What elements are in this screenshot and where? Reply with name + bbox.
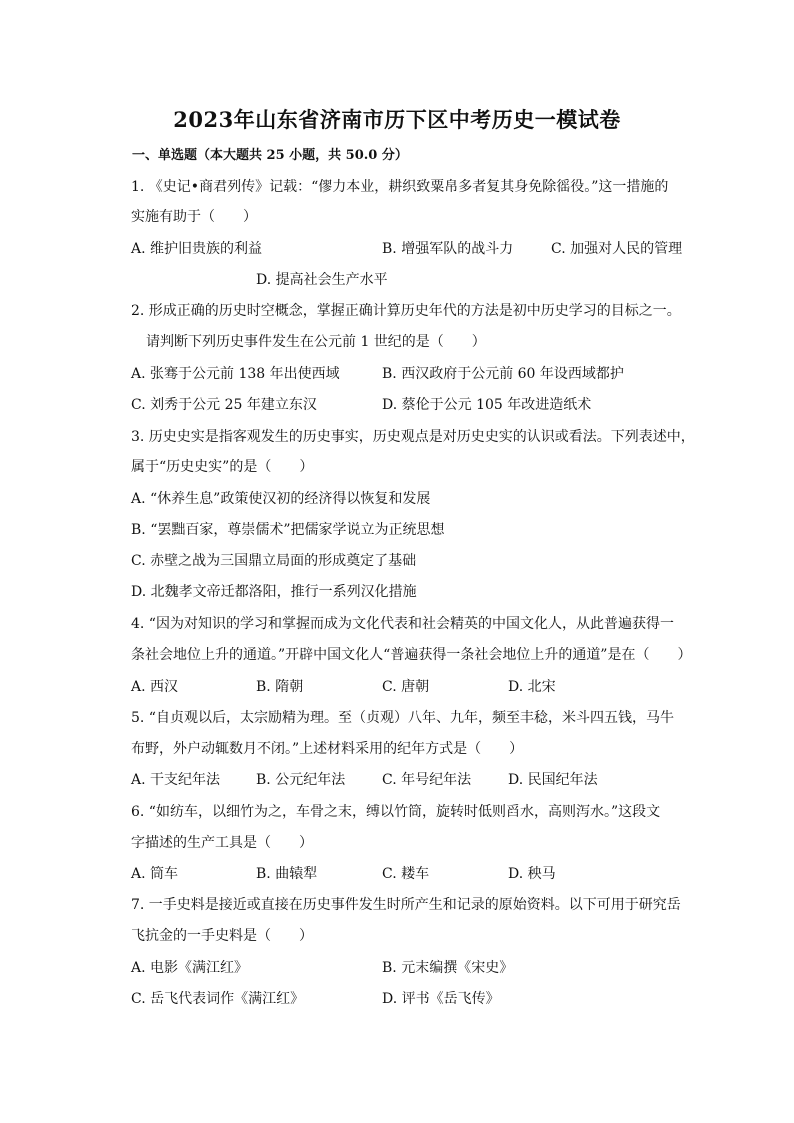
question-3-line-2: 属于“历史史实”的是（ ） (131, 459, 314, 475)
question-5-option-b: B. 公元纪年法 (256, 772, 346, 788)
question-2-line-1: 2. 形成正确的历史时空概念，掌握正确计算历史年代的方法是初中历史学习的目标之一。 (131, 303, 681, 319)
question-7-option-d: D. 评书《岳飞传》 (382, 991, 500, 1007)
question-7-option-a: A. 电影《满江红》 (131, 960, 249, 976)
question-4-option-b: B. 隋朝 (256, 679, 304, 695)
question-5-option-a: A. 干支纪年法 (131, 772, 221, 788)
question-6-option-b: B. 曲辕犁 (256, 866, 318, 882)
question-6-option-a: A. 筒车 (131, 866, 179, 882)
question-7-option-b: B. 元末编撰《宋史》 (382, 960, 514, 976)
question-4-option-a: A. 西汉 (131, 679, 179, 695)
question-3-line-1: 3. 历史史实是指客观发生的历史事实，历史观点是对历史史实的认识或看法。下列表述中， (131, 429, 695, 445)
question-5-line-1: 5. “自贞观以后，太宗励精为理。至（贞观）八年、九年，频至丰稔，米斗四五钱，马牛 (131, 710, 674, 726)
question-6-line-1: 6. “如纺车，以细竹为之，车骨之末，缚以竹筒，旋转时低则舀水，高则泻水。”这段文 (131, 804, 661, 820)
question-2-line-2: 请判断下列历史事件发生在公元前 1 世纪的是（ ） (146, 334, 486, 350)
question-1-line-1: 1. 《史记•商君列传》记载：“僇力本业，耕织致粟帛多者复其身免除徭役。”这一措施的 (131, 179, 669, 195)
question-7-line-2: 飞抗金的一手史料是（ ） (131, 928, 313, 944)
question-5-option-d: D. 民国纪年法 (508, 772, 598, 788)
question-1-option-a: A. 维护旧贵族的利益 (131, 241, 263, 257)
question-1-option-d: D. 提高社会生产水平 (256, 272, 388, 288)
question-5-option-c: C. 年号纪年法 (382, 772, 472, 788)
question-6-option-d: D. 秧马 (508, 866, 556, 882)
question-6-option-c: C. 耧车 (382, 866, 430, 882)
question-5-line-2: 布野，外户动辄数月不闭。”上述材料采用的纪年方式是（ ） (131, 741, 524, 757)
question-1-option-c: C. 加强对人民的管理 (551, 241, 683, 257)
question-3-option-d: D. 北魏孝文帝迁都洛阳，推行一系列汉化措施 (131, 584, 417, 600)
question-3-option-b: B. “罢黜百家，尊崇儒术”把儒家学说立为正统思想 (131, 522, 445, 538)
question-6-line-2: 字描述的生产工具是（ ） (131, 835, 313, 851)
question-2-option-c: C. 刘秀于公元 25 年建立东汉 (131, 397, 317, 413)
section-heading: 一、单选题（本大题共 25 小题，共 50.0 分） (132, 148, 408, 163)
question-1-line-2: 实施有助于（ ） (131, 209, 257, 225)
question-4-line-1: 4. “因为对知识的学习和掌握而成为文化代表和社会精英的中国文化人，从此普遍获得一 (131, 616, 674, 632)
question-4-line-2: 条社会地位上升的通道。”开辟中国文化人“普遍获得一条社会地位上升的通道”是在（ ） (131, 647, 692, 663)
question-2-option-b: B. 西汉政府于公元前 60 年设西域都护 (382, 366, 624, 382)
question-2-option-a: A. 张骞于公元前 138 年出使西域 (131, 366, 340, 382)
question-7-line-1: 7. 一手史料是接近或直接在历史事件发生时所产生和记录的原始资料。以下可用于研究岳 (131, 897, 681, 913)
question-4-option-d: D. 北宋 (508, 679, 556, 695)
question-4-option-c: C. 唐朝 (382, 679, 430, 695)
question-7-option-c: C. 岳飞代表词作《满江红》 (131, 991, 305, 1007)
question-2-option-d: D. 蔡伦于公元 105 年改进造纸术 (382, 397, 592, 413)
question-3-option-c: C. 赤壁之战为三国鼎立局面的形成奠定了基础 (131, 553, 417, 569)
question-1-option-b: B. 增强军队的战斗力 (382, 241, 514, 257)
exam-title: 2023年山东省济南市历下区中考历史一模试卷 (173, 107, 621, 132)
question-3-option-a: A. “休养生息”政策使汉初的经济得以恢复和发展 (131, 491, 431, 507)
